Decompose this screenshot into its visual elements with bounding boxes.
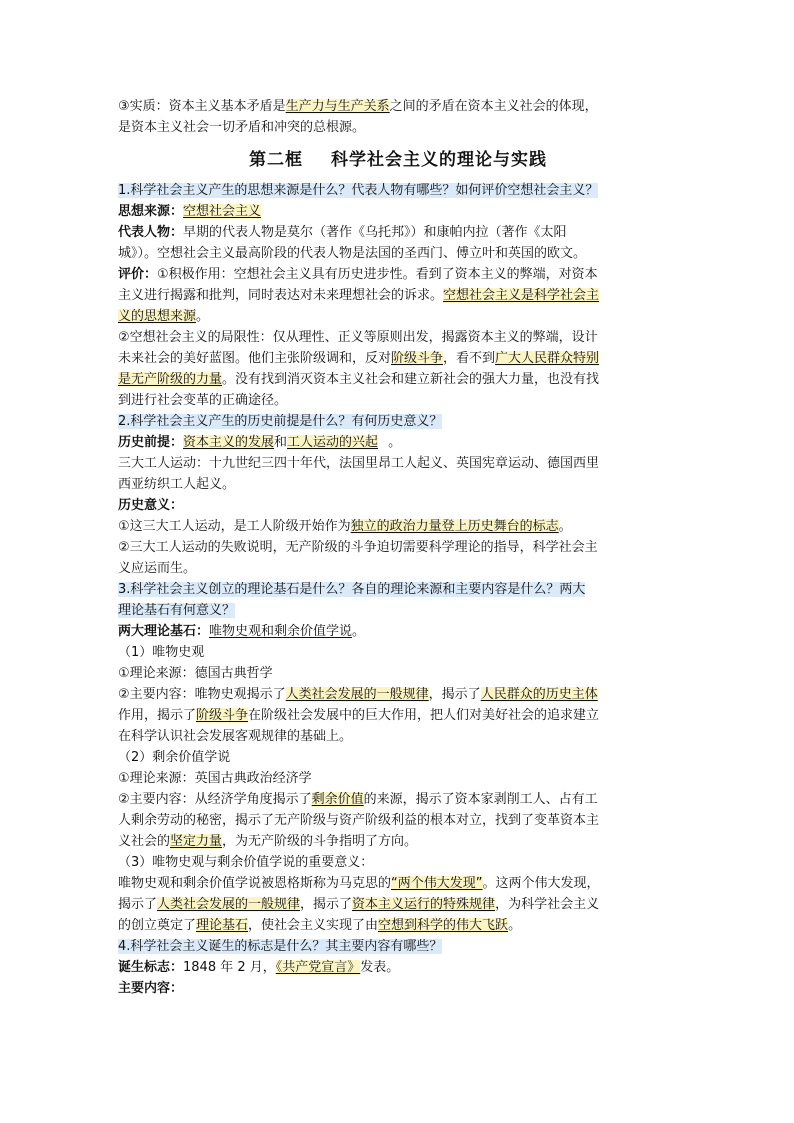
hm-content-3: 在科学认识社会发展客观规律的基础上。 [118, 729, 353, 744]
answer-evaluation-3: 义的思想来源。 [118, 309, 210, 324]
hm-source: ①理论来源：德国古典哲学 [118, 666, 273, 681]
significance-content-3: 的创立奠定了理论基石，使社会主义实现了由空想到科学的伟大飞跃。 [118, 918, 522, 933]
question-1: 1.科学社会主义产生的思想来源是什么？代表人物有哪些？如何评价空想社会主义？ [118, 183, 599, 198]
essence-line-2: 是资本主义社会一切矛盾和冲突的总根源。 [118, 120, 366, 135]
answer-evaluation-2: 主义进行揭露和批判，同时表达对未来理想社会的诉求。空想社会主义是科学社会主 [118, 288, 600, 303]
answer-representatives-2: 城》）。空想社会主义最高阶段的代表人物是法国的圣西门、傅立叶和英国的欧文。 [118, 246, 587, 261]
answer-premise: 历史前提：资本主义的发展和工人运动的兴起 。 [118, 435, 402, 450]
limitation-3: 是无产阶级的力量。没有找到消灭资本主义社会和建立新社会的强大力量，也没有找 [118, 372, 600, 387]
highlight-productivity-relations: 生产力与生产关系 [285, 99, 390, 114]
hm-content-1: ②主要内容：唯物史观揭示了人类社会发展的一般规律，揭示了人民群众的历史主体 [118, 687, 598, 702]
sv-source: ①理论来源：英国古典政治经济学 [118, 771, 312, 786]
main-content-label: 主要内容： [118, 981, 184, 996]
movements-2: 西亚纺织工人起义。 [118, 477, 236, 492]
answer-birth: 诞生标志：1848 年 2 月，《共产党宣言》发表。 [118, 960, 400, 975]
significance-1: ①这三大工人运动，是工人阶级开始作为独立的政治力量登上历史舞台的标志。 [118, 519, 572, 534]
subhead-significance: （3）唯物史观与剩余价值学说的重要意义： [118, 855, 374, 870]
question-3-line-2: 理论基石有何意义？ [118, 603, 236, 618]
limitation-4: 到进行社会变革的正确途径。 [118, 393, 288, 408]
subhead-surplus-value: （2）剩余价值学说 [118, 750, 231, 765]
document-page [118, 96, 678, 999]
question-3-line-1: 3.科学社会主义创立的理论基石是什么？各自的理论来源和主要内容是什么？两大 [118, 582, 586, 597]
answer-source: 思想来源：空想社会主义 [118, 204, 262, 219]
question-2: 2.科学社会主义产生的历史前提是什么？有何历史意义？ [118, 414, 443, 429]
section-title: 第二框 科学社会主义的理论与实践 [249, 150, 547, 170]
sv-content-1: ②主要内容：从经济学角度揭示了剩余价值的来源，揭示了资本家剥削工人、占有工 [118, 792, 598, 807]
significance-3: 义应运而生。 [118, 561, 197, 576]
significance-2: ②三大工人运动的失败说明，无产阶级的斗争迫切需要科学理论的指导，科学社会主 [118, 540, 598, 555]
sv-content-2: 人剩余劳动的秘密，揭示了无产阶级与资产阶级利益的根本对立，找到了变革资本主 [118, 813, 600, 828]
answer-representatives-1: 代表人物：早期的代表人物是莫尔（著作《乌托邦》）和康帕内拉（著作《太阳 [118, 225, 567, 240]
significance-content-2: 揭示了人类社会发展的一般规律，揭示了资本主义运行的特殊规律，为科学社会主义 [118, 897, 600, 912]
answer-cornerstones: 两大理论基石：唯物史观和剩余价值学说。 [118, 624, 366, 639]
movements-1: 三大工人运动：十九世纪三四十年代，法国里昂工人起义、英国宪章运动、德国西里 [118, 456, 600, 471]
question-4: 4.科学社会主义诞生的标志是什么？其主要内容有哪些？ [118, 939, 443, 954]
answer-evaluation-1: 评价：①积极作用：空想社会主义具有历史进步性。看到了资本主义的弊端，对资本 [118, 267, 598, 282]
essence-line-1: ③实质：资本主义基本矛盾是生产力与生产关系之间的矛盾在资本主义社会的体现， [118, 99, 598, 114]
limitation-2: 未来社会的美好蓝图。他们主张阶级调和，反对阶级斗争，看不到广大人民群众特别 [118, 351, 600, 366]
hm-content-2: 作用，揭示了阶级斗争在阶级社会发展中的巨大作用，把人们对美好社会的追求建立 [118, 708, 600, 723]
sv-content-3: 义社会的坚定力量，为无产阶级的斗争指明了方向。 [118, 834, 418, 849]
limitation-1: ②空想社会主义的局限性：仅从理性、正义等原则出发，揭露资本主义的弊端，设计 [118, 330, 598, 345]
subhead-historical-materialism: （1）唯物史观 [118, 645, 205, 660]
significance-content-1: 唯物史观和剩余价值学说被恩格斯称为马克思的“两个伟大发现”。这两个伟大发现， [118, 876, 600, 891]
significance-label: 历史意义： [118, 498, 184, 513]
